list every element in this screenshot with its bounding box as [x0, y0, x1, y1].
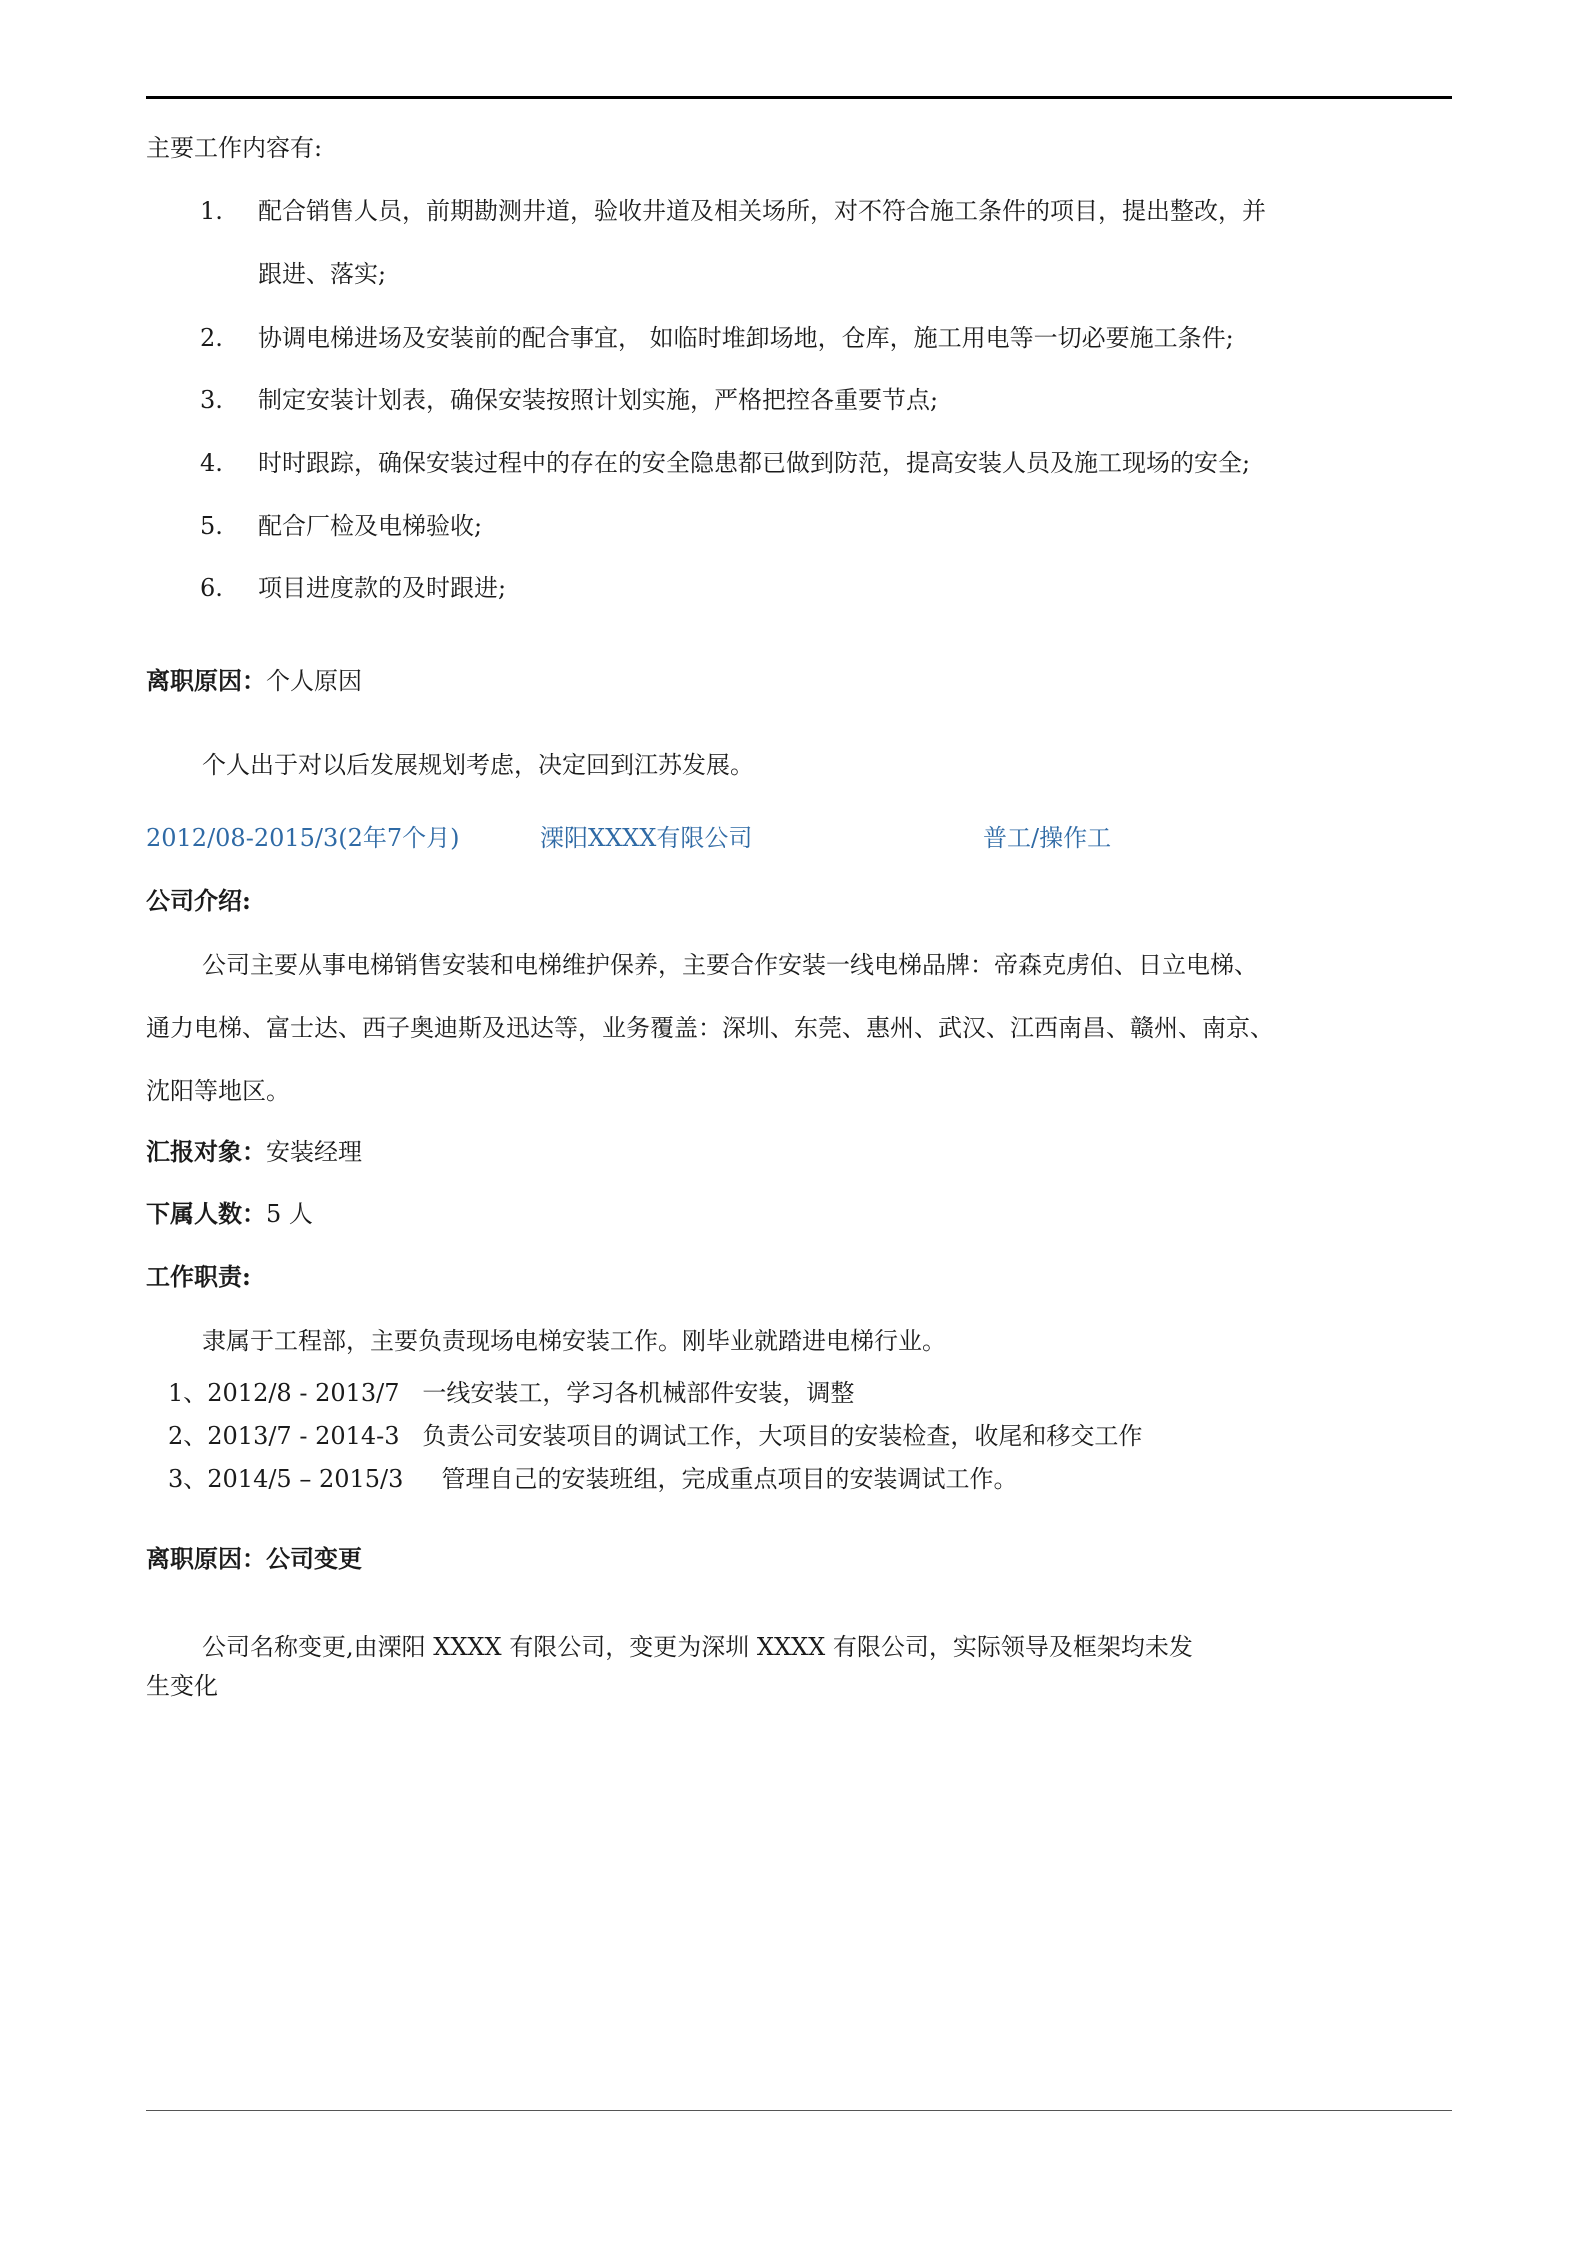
leave-reason-2: 离职原因：公司变更 [146, 1544, 362, 1573]
job-position: 普工/操作工 [983, 824, 1112, 852]
duties-label: 工作职责: [146, 1262, 251, 1291]
duty-item: 3、2014/5 – 2015/3 管理自己的安装班组，完成重点项目的安装调试工作。 [168, 1465, 1018, 1493]
duty-item: 2、2013/7 - 2014-3 负责公司安装项目的调试工作，大项目的安装检查，收尾和移交工作 [168, 1422, 1143, 1450]
leave-reason-detail-2: 公司名称变更,由溧阳 XXXX 有限公司，变更为深圳 XXXX 有限公司，实际领导及框架均未发 [202, 1633, 1193, 1661]
company-intro-label: 公司介绍: [146, 886, 251, 915]
list-item-number: 5. [200, 512, 223, 540]
company-intro-line: 通力电梯、富士达、西子奥迪斯及迅达等，业务覆盖：深圳、东莞、惠州、武汉、江西南昌、赣州、南京、 [146, 1014, 1274, 1042]
header-rule [146, 96, 1452, 99]
leave-reason-value: 个人原因 [266, 667, 362, 695]
job-company: 溧阳XXXX有限公司 [540, 824, 753, 852]
subordinates-value: 5 人 [266, 1200, 313, 1228]
list-item-number: 3. [200, 386, 223, 414]
list-item-text-cont: 跟进、落实; [258, 260, 387, 288]
report-to-label: 汇报对象： [146, 1137, 266, 1166]
section-title-main-work: 主要工作内容有: [146, 134, 323, 162]
list-item-text: 协调电梯进场及安装前的配合事宜， 如临时堆卸场地，仓库，施工用电等一切必要施工条件; [258, 324, 1234, 352]
list-item-text: 项目进度款的及时跟进; [258, 574, 507, 602]
leave-reason-1 [146, 666, 362, 696]
footer-rule [146, 2110, 1452, 2111]
subordinates [146, 1199, 313, 1229]
list-item-text: 配合厂检及电梯验收; [258, 512, 483, 540]
duty-item: 1、2012/8 - 2013/7 一线安装工，学习各机械部件安装，调整 [168, 1379, 855, 1407]
leave-reason-detail: 个人出于对以后发展规划考虑，决定回到江苏发展。 [202, 751, 754, 779]
job-period: 2012/08-2015/3(2年7个月) [146, 824, 460, 852]
report-to [146, 1137, 362, 1167]
list-item-text: 配合销售人员，前期勘测井道，验收井道及相关场所，对不符合施工条件的项目，提出整改，并 [258, 197, 1266, 225]
leave-reason-label: 离职原因： [146, 666, 266, 695]
list-item-number: 2. [200, 324, 223, 352]
duties-intro: 隶属于工程部，主要负责现场电梯安装工作。刚毕业就踏进电梯行业。 [202, 1327, 946, 1355]
report-to-value: 安装经理 [266, 1138, 362, 1166]
list-item-number: 1. [200, 197, 223, 225]
subordinates-label: 下属人数： [146, 1199, 266, 1228]
list-item-number: 4. [200, 449, 223, 477]
list-item-text: 时时跟踪，确保安装过程中的存在的安全隐患都已做到防范，提高安装人员及施工现场的安全; [258, 449, 1251, 477]
list-item-text: 制定安装计划表，确保安装按照计划实施，严格把控各重要节点; [258, 386, 939, 414]
company-intro-line: 公司主要从事电梯销售安装和电梯维护保养，主要合作安装一线电梯品牌：帝森克虏伯、日立电梯、 [202, 951, 1258, 979]
leave-reason-detail-2-cont: 生变化 [146, 1672, 218, 1700]
list-item-number: 6. [200, 574, 223, 602]
company-intro-line: 沈阳等地区。 [146, 1077, 290, 1105]
